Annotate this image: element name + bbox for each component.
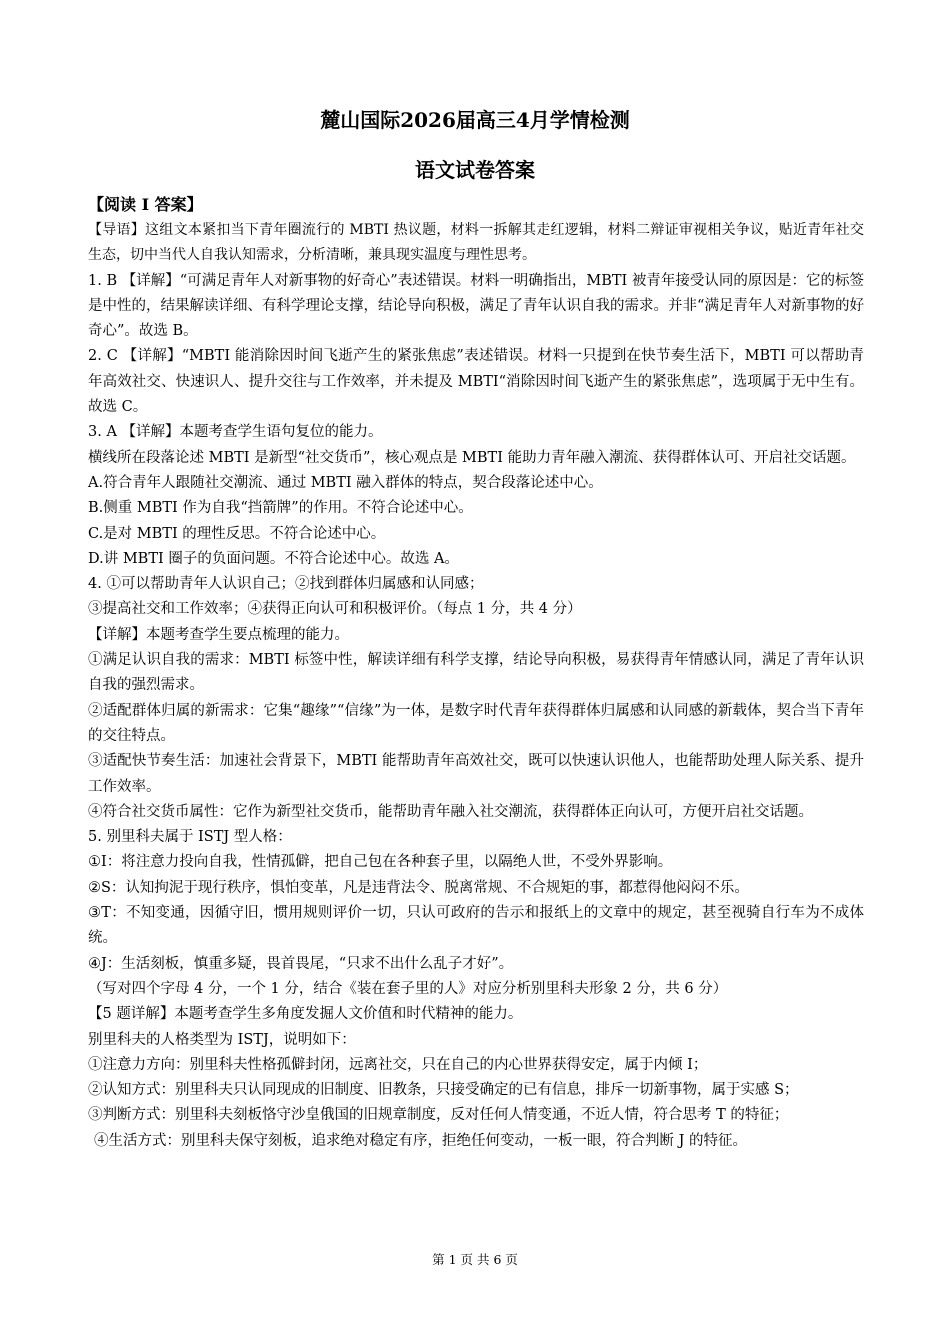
intro-paragraph: 【导语】这组文本紧扣当下青年圈流行的 MBTI 热议题，材料一拆解其走红逻辑，材料二辩证审视相关争议，贴近青年社交生态，切中当代人自我认知需求，分析清晰，兼具现实温度与理性思考。 — [88, 222, 864, 264]
document-title: 麓山国际2026届高三4月学情检测 — [320, 108, 630, 132]
answer-5-detail-intro: 别里科夫的人格类型为 ISTJ，说明如下： — [88, 1031, 356, 1048]
answer-3-option-a: A.符合青年人跟随社交潮流、通过 MBTI 融入群体的特点，契合段落论述中心。 — [88, 474, 603, 491]
answer-4-point-4: ④符合社交货币属性：它作为新型社交货币，能帮助青年融入社交潮流，获得群体正向认可，方便开启社交话题。 — [88, 803, 813, 820]
answer-5-scoring: （写对四个字母 4 分，一个 1 分，结合《装在套子里的人》对应分析别里科夫形象 2 分，共 6 分） — [88, 980, 728, 997]
answer-4: 4. ①可以帮助青年人认识自己；②找到群体归属感和认同感； — [88, 576, 484, 593]
answer-1: 1. B 【详解】“可满足青年人对新事物的好奇心”表述错误。材料一明确指出，MBTI 被青年接受认同的原因是：它的标签是中性的，结果解读详细、有科学理论支撑，结论导向积极，满足了青年认识自我的需求。并非“满足青年人对新事物的好奇心”。故选 B。 — [88, 272, 864, 340]
answer-4-point-1: ①满足认识自我的需求：MBTI 标签中性，解读详细有科学支撑，结论导向积极，易获得青年情感认同，满足了青年认识自我的强烈需求。 — [88, 652, 864, 694]
answer-5-detail-4: ④生活方式：别里科夫保守刻板，追求绝对稳定有序，拒绝任何变动，一板一眼，符合判断 J 的特征。 — [94, 1132, 748, 1149]
answer-5-detail-2: ②认知方式：别里科夫只认同现成的旧制度、旧教条，只接受确定的已有信息，排斥一切新事物，属于实感 S； — [88, 1082, 799, 1099]
answer-3-analysis: 横线所在段落论述 MBTI 是新型“社交货币”，核心观点是 MBTI 能助力青年融入潮流、获得群体认可、开启社交话题。 — [88, 449, 856, 466]
page-footer: 第 1 页 共 6 页 — [432, 1252, 518, 1267]
answer-3-option-d: D.讲 MBTI 圈子的负面问题。不符合论述中心。故选 A。 — [88, 550, 459, 567]
answer-5-i: ①I：将注意力投向自我，性情孤僻，把自己包在各种套子里，以隔绝人世，不受外界影响。 — [88, 854, 673, 871]
answer-4-point-2: ②适配群体归属的新需求：它集“趣缘”“信缘”为一体，是数字时代青年获得群体归属感和认同感的新载体，契合当下青年的交往特点。 — [88, 702, 864, 744]
answer-5-s: ②S：认知拘泥于现行秩序，惧怕变革，凡是违背法令、脱离常规、不合规矩的事，都惹得他闷闷不乐。 — [88, 879, 749, 896]
answer-3-option-b: B.侧重 MBTI 作为自我“挡箭牌”的作用。不符合论述中心。 — [88, 500, 473, 517]
answer-2: 2. C 【详解】“MBTI 能消除因时间飞逝产生的紧张焦虑”表述错误。材料一只提到在快节奏生活下，MBTI 可以帮助青年高效社交、快速识人、提升交往与工作效率，并未提及 MBTI“消除因时间飞逝产生的紧张焦虑”，选项属于无中生有。故选 C。 — [88, 348, 864, 416]
answer-5-j: ④J：生活刻板，慎重多疑，畏首畏尾，“只求不出什么乱子才好”。 — [88, 955, 514, 972]
answer-5: 5. 别里科夫属于 ISTJ 型人格： — [88, 829, 292, 846]
answer-5-t: ③T：不知变通，因循守旧，惯用规则评价一切，只认可政府的告示和报纸上的文章中的规定，甚至视骑自行车为不成体统。 — [88, 905, 864, 947]
answer-4-cont: ③提高社交和工作效率；④获得正向认可和积极评价。（每点 1 分，共 4 分） — [88, 601, 582, 618]
answer-3-option-c: C.是对 MBTI 的理性反思。不符合论述中心。 — [88, 525, 386, 542]
answer-4-detail-heading: 【详解】本题考查学生要点梳理的能力。 — [88, 626, 349, 643]
document-subtitle: 语文试卷答案 — [415, 158, 535, 182]
answer-4-point-3: ③适配快节奏生活：加速社会背景下，MBTI 能帮助青年高效社交，既可以快速认识他人，也能帮助处理人际关系、提升工作效率。 — [88, 753, 864, 795]
answer-3: 3. A 【详解】本题考查学生语句复位的能力。 — [88, 424, 383, 441]
section-heading: 【阅读 I 答案】 — [88, 195, 203, 214]
answer-5-detail-heading: 【5 题详解】本题考查学生多角度发掘人文价值和时代精神的能力。 — [88, 1006, 523, 1023]
document-body — [88, 192, 864, 1154]
answer-5-detail-3: ③判断方式：别里科夫刻板恪守沙皇俄国的旧规章制度，反对任何人情变通，不近人情，符合思考 T 的特征； — [88, 1107, 789, 1124]
answer-5-detail-1: ①注意力方向：别里科夫性格孤僻封闭，远离社交，只在自己的内心世界获得安定，属于内倾 I； — [88, 1056, 708, 1073]
